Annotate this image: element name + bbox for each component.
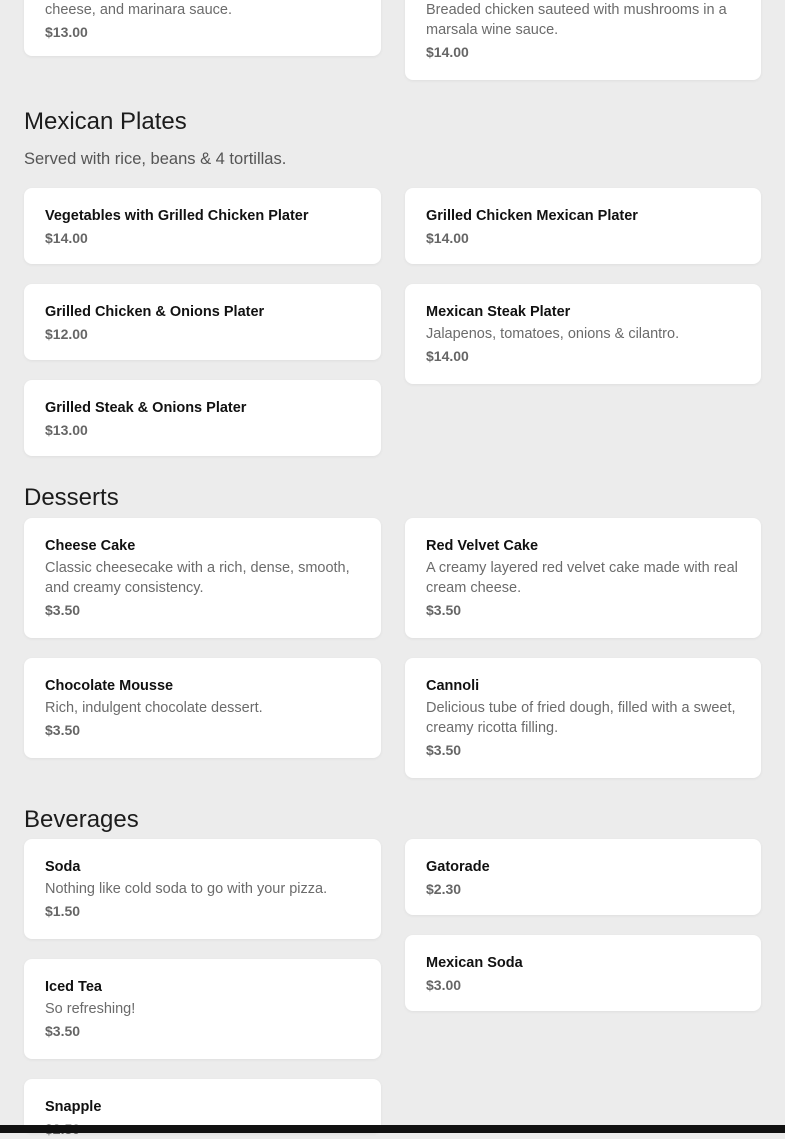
section-subtitle: Served with rice, beans & 4 tortillas. (24, 150, 287, 168)
menu-item-card[interactable] (24, 658, 381, 758)
menu-item-card[interactable] (405, 658, 761, 778)
menu-item-card[interactable] (405, 839, 761, 915)
item-description: Delicious tube of fried dough, filled with a sweet, creamy ricotta filling. (426, 700, 736, 736)
menu-item-card[interactable] (405, 935, 761, 1011)
item-name: Mexican Steak Plater (426, 304, 571, 320)
item-price: $14.00 (45, 230, 88, 246)
item-price: $3.50 (45, 1023, 81, 1039)
menu-item-card[interactable] (24, 380, 381, 456)
menu-item-card[interactable] (24, 284, 381, 360)
section-title-beverages: Beverages (24, 806, 139, 833)
bottom-bar (0, 1125, 785, 1133)
item-name: Grilled Chicken Mexican Plater (426, 208, 638, 224)
item-description: A creamy layered red velvet cake made with real cream cheese. (426, 560, 738, 596)
menu-item-card[interactable] (24, 518, 381, 638)
item-name: Chocolate Mousse (45, 678, 174, 694)
item-name: Red Velvet Cake (426, 538, 539, 554)
item-price: $1.50 (45, 903, 81, 919)
item-description: Nothing like cold soda to go with your pizza. (45, 881, 328, 897)
item-name: Snapple (45, 1099, 102, 1115)
item-price: $14.00 (426, 44, 469, 60)
item-name: Vegetables with Grilled Chicken Plater (45, 208, 309, 224)
menu-item-card[interactable] (24, 959, 381, 1059)
item-name: Mexican Soda (426, 955, 523, 971)
menu-item-card[interactable] (405, 188, 761, 264)
item-price: $2.30 (426, 881, 462, 897)
item-price: $13.00 (45, 422, 88, 438)
item-price: $3.00 (426, 977, 462, 993)
item-name: Cheese Cake (45, 538, 136, 554)
item-description: cheese, and marinara sauce. (45, 2, 232, 18)
item-description: Jalapenos, tomatoes, onions & cilantro. (426, 326, 680, 342)
menu-item-card[interactable] (24, 0, 381, 56)
section-title-mexican-plates: Mexican Plates (24, 108, 187, 135)
item-name: Gatorade (426, 859, 490, 875)
menu-item-card[interactable] (24, 839, 381, 939)
menu-item-card[interactable] (405, 284, 761, 384)
item-name: Grilled Chicken & Onions Plater (45, 304, 265, 320)
item-name: Iced Tea (45, 979, 102, 995)
item-price: $12.00 (45, 326, 88, 342)
item-description: Rich, indulgent chocolate dessert. (45, 700, 263, 716)
menu-item-card[interactable] (405, 0, 761, 80)
item-price: $14.00 (426, 348, 469, 364)
item-name: Soda (45, 859, 81, 875)
section-title-desserts: Desserts (24, 484, 119, 511)
item-price: $14.00 (426, 230, 469, 246)
item-price: $3.50 (45, 602, 81, 618)
item-price: $3.50 (426, 602, 462, 618)
menu-item-card[interactable] (24, 188, 381, 264)
item-price: $13.00 (45, 24, 88, 40)
item-description: So refreshing! (45, 1001, 136, 1017)
item-price: $3.50 (426, 742, 462, 758)
item-price: $3.50 (45, 722, 81, 738)
item-name: Cannoli (426, 678, 480, 694)
item-name: Grilled Steak & Onions Plater (45, 400, 247, 416)
item-description: Classic cheesecake with a rich, dense, smooth, and creamy consistency. (45, 560, 350, 596)
menu-item-card[interactable] (405, 518, 761, 638)
item-description: Breaded chicken sauteed with mushrooms in a marsala wine sauce. (426, 2, 727, 38)
